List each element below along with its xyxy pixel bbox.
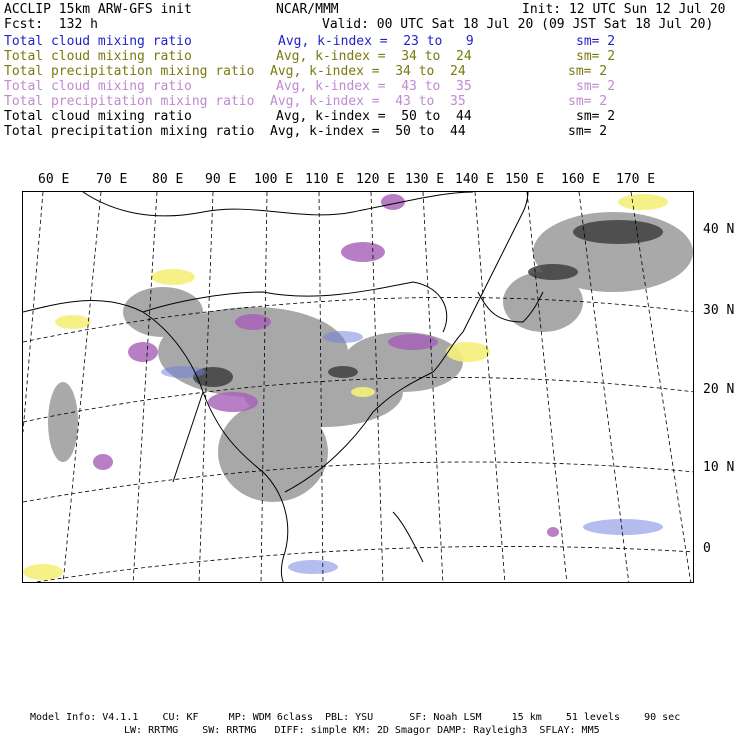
model-info: Model Info: V4.1.1 CU: KF MP: WDM 6class PBL: YSU SF: Noah LSM 15 km 51 levels 90 sec — [30, 712, 681, 723]
legend-field-4: Total cloud mixing ratio — [4, 79, 192, 94]
legend-avg-4: Avg, k-index = 43 to 35 — [276, 79, 472, 94]
legend-field-7: Total precipitation mixing ratio — [4, 124, 255, 139]
legend-avg-7: Avg, k-index = 50 to 44 — [270, 124, 466, 139]
legend-sm-5: sm= 2 — [568, 94, 608, 109]
legend-field-5: Total precipitation mixing ratio — [4, 94, 255, 109]
lon-label: 140 E — [455, 172, 495, 187]
legend-sm-2: sm= 2 — [576, 49, 616, 64]
lon-label: 100 E — [254, 172, 294, 187]
legend-avg-3: Avg, k-index = 34 to 24 — [270, 64, 466, 79]
map-panel — [22, 191, 694, 583]
legend-avg-6: Avg, k-index = 50 to 44 — [276, 109, 472, 124]
org-label: NCAR/MMM — [276, 2, 339, 17]
lon-label: 110 E — [305, 172, 345, 187]
legend-sm-6: sm= 2 — [576, 109, 616, 124]
lon-label: 80 E — [152, 172, 184, 187]
lat-label: 40 N — [703, 222, 735, 237]
legend-field-1: Total cloud mixing ratio — [4, 34, 192, 49]
lon-label: 120 E — [356, 172, 396, 187]
lon-label: 170 E — [616, 172, 656, 187]
lat-label: 0 — [703, 541, 711, 556]
valid-time: Valid: 00 UTC Sat 18 Jul 20 (09 JST Sat 18 Jul 20) — [322, 17, 714, 32]
legend-sm-7: sm= 2 — [568, 124, 608, 139]
lat-label: 30 N — [703, 303, 735, 318]
lon-label: 70 E — [96, 172, 128, 187]
legend-avg-5: Avg, k-index = 43 to 35 — [270, 94, 466, 109]
lon-label: 150 E — [505, 172, 545, 187]
init-time: Init: 12 UTC Sun 12 Jul 20 — [522, 2, 726, 17]
legend-field-3: Total precipitation mixing ratio — [4, 64, 255, 79]
lat-label: 10 N — [703, 460, 735, 475]
lon-label: 160 E — [561, 172, 601, 187]
lat-label: 20 N — [703, 382, 735, 397]
legend-avg-1: Avg, k-index = 23 to 9 — [278, 34, 474, 49]
legend-avg-2: Avg, k-index = 34 to 24 — [276, 49, 472, 64]
legend-sm-3: sm= 2 — [568, 64, 608, 79]
legend-sm-1: sm= 2 — [576, 34, 616, 49]
lon-label: 130 E — [405, 172, 445, 187]
legend-field-2: Total cloud mixing ratio — [4, 49, 192, 64]
map-svg — [23, 192, 694, 583]
lon-label: 60 E — [38, 172, 70, 187]
physics-info: LW: RRTMG SW: RRTMG DIFF: simple KM: 2D Smagor DAMP: Rayleigh3 SFLAY: MM5 — [124, 725, 600, 736]
forecast-hour: Fcst: 132 h — [4, 17, 98, 32]
lon-label: 90 E — [205, 172, 237, 187]
legend-sm-4: sm= 2 — [576, 79, 616, 94]
legend-field-6: Total cloud mixing ratio — [4, 109, 192, 124]
model-title: ACCLIP 15km ARW-GFS init — [4, 2, 192, 17]
